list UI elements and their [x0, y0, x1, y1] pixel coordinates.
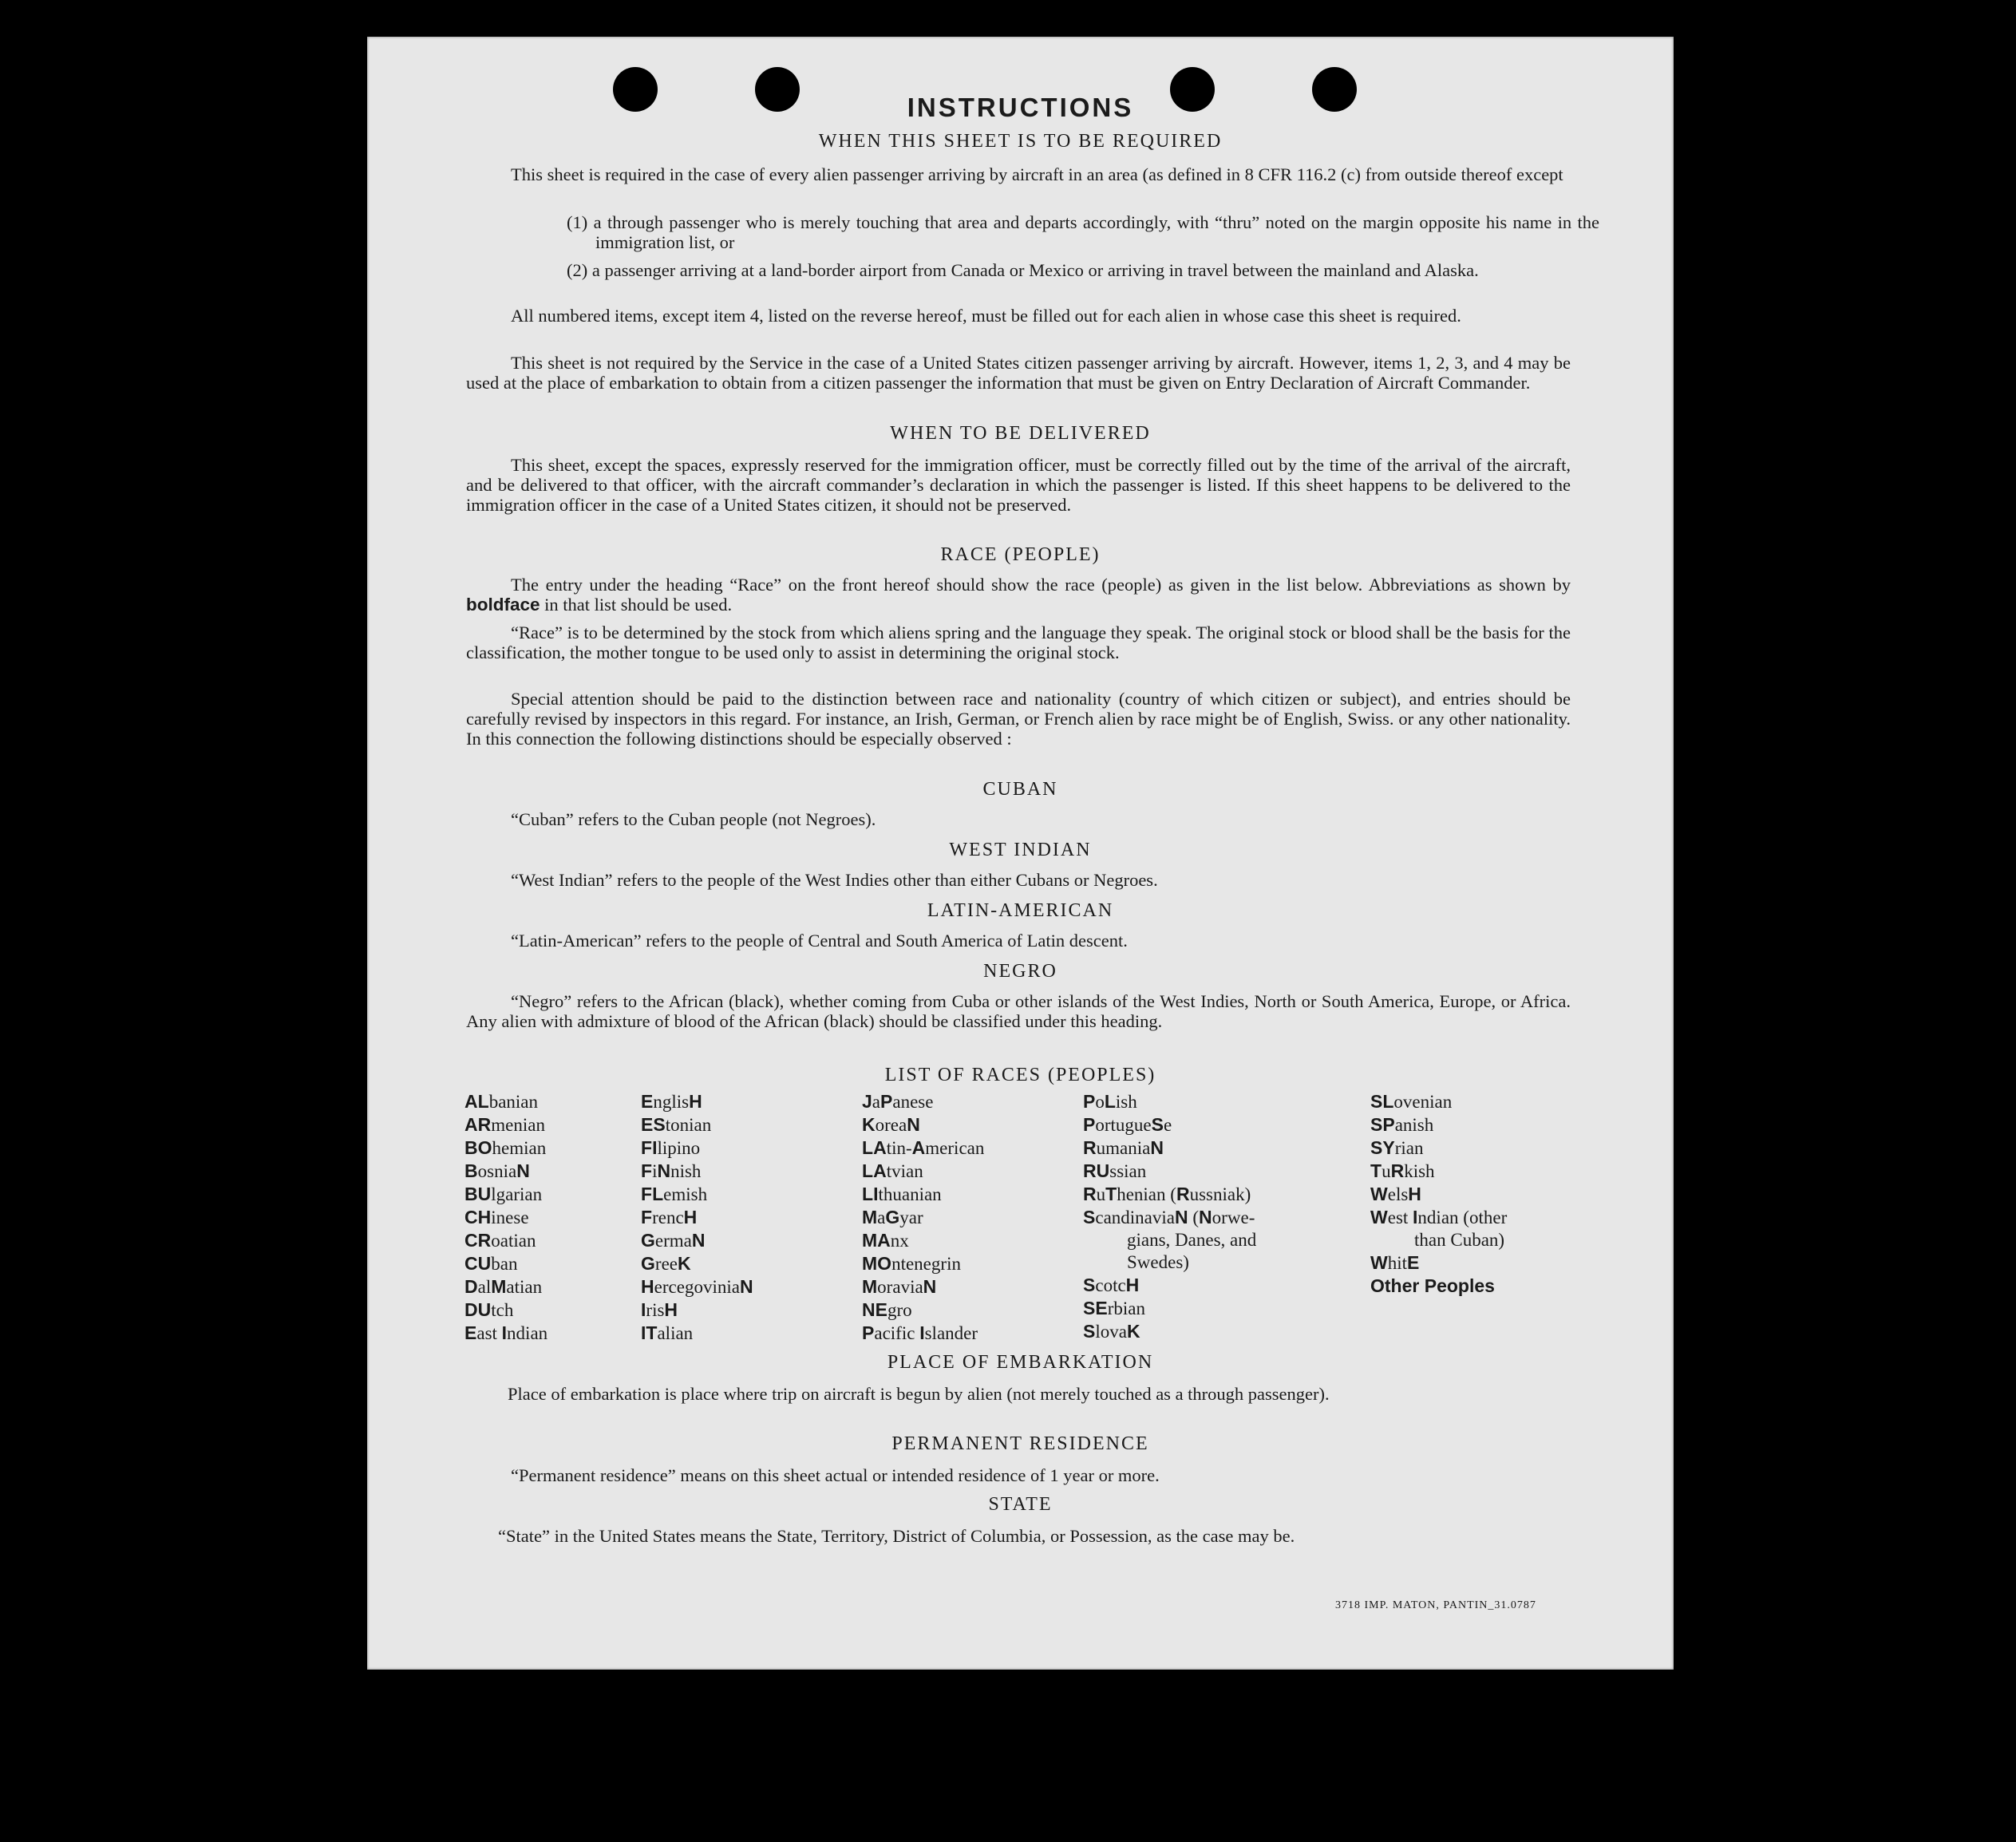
- race-item: TuRkish: [1370, 1160, 1435, 1181]
- heading-negro: NEGRO: [983, 961, 1057, 982]
- document-sheet: [367, 37, 1674, 1670]
- race-item: EnglisH: [641, 1091, 702, 1112]
- race-item: Other Peoples: [1370, 1275, 1495, 1296]
- paragraph-state: “State” in the United States means the State, Territory, District of Columbia, or Possession, as the case may be.: [498, 1526, 1295, 1546]
- race-item: FLemish: [641, 1184, 708, 1204]
- race-item: HercegoviniaN: [641, 1276, 753, 1297]
- paragraph-embarkation: Place of embarkation is place where trip on aircraft is begun by alien (not merely touched as a through passenger).: [508, 1384, 1330, 1404]
- heading-west-indian: WEST INDIAN: [949, 840, 1092, 860]
- race-item: FiNnish: [641, 1160, 702, 1181]
- race-item: RumaniaN: [1083, 1137, 1164, 1158]
- race-item: West Indian (other: [1370, 1207, 1508, 1227]
- heading-state: STATE: [988, 1494, 1053, 1515]
- paragraph-exception-2: (2) a passenger arriving at a land-border airport from Canada or Mexico or arriving in travel between the mainland and Alaska.: [567, 260, 1479, 280]
- heading-cuban: CUBAN: [982, 779, 1058, 800]
- race-entry-text: The entry under the heading “Race” on the front hereof should show the race (people) as given in the list below. Abbreviations as shown by: [511, 575, 1571, 595]
- race-item: KoreaN: [862, 1114, 920, 1135]
- race-item: FIlipino: [641, 1137, 701, 1158]
- races-column-1: [464, 1090, 547, 1345]
- races-column-2: [641, 1090, 753, 1345]
- race-item: BUlgarian: [464, 1184, 543, 1204]
- race-entry-boldface: boldface: [466, 595, 540, 615]
- race-item: NEgro: [862, 1299, 912, 1320]
- race-item: SlovaK: [1083, 1321, 1140, 1342]
- race-item: FrencH: [641, 1207, 698, 1227]
- race-item: IrisH: [641, 1299, 678, 1320]
- race-item: ALbanian: [464, 1091, 539, 1112]
- race-item: JaPanese: [862, 1091, 934, 1112]
- race-item: ITalian: [641, 1322, 694, 1343]
- race-item: GreeK: [641, 1253, 691, 1274]
- heading-list-of-races: LIST OF RACES (PEOPLES): [884, 1065, 1156, 1085]
- paragraph-race-entry: [466, 575, 1571, 615]
- race-item: SErbian: [1083, 1298, 1145, 1318]
- race-item: CHinese: [464, 1207, 529, 1227]
- race-item: RUssian: [1083, 1160, 1147, 1181]
- race-item: MoraviaN: [862, 1276, 937, 1297]
- race-item: LIthuanian: [862, 1184, 942, 1204]
- heading-place-of-embarkation: PLACE OF EMBARKATION: [887, 1352, 1154, 1373]
- race-item: than Cuban): [1414, 1230, 1505, 1250]
- heading-when-required: WHEN THIS SHEET IS TO BE REQUIRED: [818, 131, 1223, 152]
- paragraph-required-intro: This sheet is required in the case of every alien passenger arriving by aircraft in an area (as defined in 8 CFR 116.2 (c) from outside thereof except: [511, 164, 1563, 184]
- race-item: DUtch: [464, 1299, 514, 1320]
- race-item: MAnx: [862, 1230, 909, 1251]
- race-item: CUban: [464, 1253, 518, 1274]
- paragraph-latin-american: “Latin-American” refers to the people of Central and South America of Latin descent.: [511, 931, 1128, 951]
- race-item: RuThenian (Russniak): [1083, 1184, 1251, 1204]
- paragraph-cuban: “Cuban” refers to the Cuban people (not Negroes).: [511, 809, 876, 829]
- race-entry-text-end: in that list should be used.: [544, 595, 733, 615]
- race-item: CRoatian: [464, 1230, 536, 1251]
- race-item: MaGyar: [862, 1207, 923, 1227]
- paragraph-numbered-items: All numbered items, except item 4, listed on the reverse hereof, must be filled out for each alien in whose case this sheet is required.: [511, 306, 1461, 326]
- race-item: ScandinaviaN (Norwe-: [1083, 1207, 1255, 1227]
- race-item: WelsH: [1370, 1184, 1421, 1204]
- race-item: Pacific Islander: [862, 1322, 978, 1343]
- race-item: EStonian: [641, 1114, 712, 1135]
- race-item: SLovenian: [1370, 1091, 1453, 1112]
- paragraph-negro: “Negro” refers to the African (black), whether coming from Cuba or other islands of the West Indies, North or South America, Europe, or Africa. Any alien with admixture of blood of the African (black) should be classified under this heading.: [466, 991, 1571, 1031]
- race-item: ScotcH: [1083, 1275, 1140, 1295]
- race-item: BOhemian: [464, 1137, 547, 1158]
- race-item: PoLish: [1083, 1091, 1137, 1112]
- races-column-4: [1083, 1090, 1256, 1343]
- paragraph-special-attention: Special attention should be paid to the distinction between race and nationality (country of which citizen or subject), and entries should be carefully revised by inspectors in this regard. For instance, an Irish, German, or French alien by race might be of English, Swiss. or any other nationality. In this connection the following distinctions should be especially observed :: [466, 689, 1571, 749]
- heading-latin-american: LATIN-AMERICAN: [927, 900, 1114, 921]
- heading-when-delivered: WHEN TO BE DELIVERED: [890, 423, 1151, 444]
- race-item: GermaN: [641, 1230, 706, 1251]
- paragraph-west-indian: “West Indian” refers to the people of the West Indies other than either Cubans or Negroes.: [511, 870, 1158, 890]
- race-item: PortugueSe: [1083, 1114, 1172, 1135]
- race-item: MOntenegrin: [862, 1253, 961, 1274]
- heading-race: RACE (PEOPLE): [940, 544, 1101, 565]
- race-item: ARmenian: [464, 1114, 545, 1135]
- race-item: Swedes): [1127, 1252, 1189, 1272]
- paragraph-delivered: This sheet, except the spaces, expressly reserved for the immigration officer, must be correctly filled out by the time of the arrival of the aircraft, and be delivered to that officer, with the aircraft commander’s declaration in which the passenger is listed. If this sheet happens to be delivered to the immigration officer in the case of a United States citizen, it should not be preserved.: [466, 455, 1571, 515]
- paragraph-not-required: This sheet is not required by the Service in the case of a United States citizen passenger arriving by aircraft. However, items 1, 2, 3, and 4 may be used at the place of embarkation to obtain from a citizen passenger the information that must be given on Entry Declaration of Aircraft Commander.: [466, 353, 1571, 393]
- race-item: gians, Danes, and: [1127, 1230, 1257, 1250]
- race-item: LAtvian: [862, 1160, 923, 1181]
- race-item: LAtin-American: [862, 1137, 985, 1158]
- race-item: East Indian: [464, 1322, 548, 1343]
- race-item: SYrian: [1370, 1137, 1424, 1158]
- printer-imprint: 3718 IMP. MATON, PANTIN_31.0787: [1335, 1599, 1536, 1611]
- paragraph-race-determined: “Race” is to be determined by the stock from which aliens spring and the language they speak. The original stock or blood shall be the basis for the classification, the mother tongue to be used only to assist in determining the original stock.: [466, 623, 1571, 662]
- races-column-3: [862, 1090, 984, 1345]
- race-item: SPanish: [1370, 1114, 1434, 1135]
- paragraph-residence: “Permanent residence” means on this sheet actual or intended residence of 1 year or more.: [511, 1465, 1160, 1485]
- paragraph-exception-1: (1) a through passenger who is merely touching that area and departs accordingly, with “thru” noted on the margin opposite his name in the immigration list, or: [567, 212, 1599, 252]
- race-item: DalMatian: [464, 1276, 543, 1297]
- page-title: INSTRUCTIONS: [907, 93, 1134, 122]
- race-item: WhitE: [1370, 1252, 1420, 1273]
- races-column-5: [1370, 1090, 1507, 1298]
- race-item: BosniaN: [464, 1160, 530, 1181]
- heading-permanent-residence: PERMANENT RESIDENCE: [891, 1433, 1149, 1454]
